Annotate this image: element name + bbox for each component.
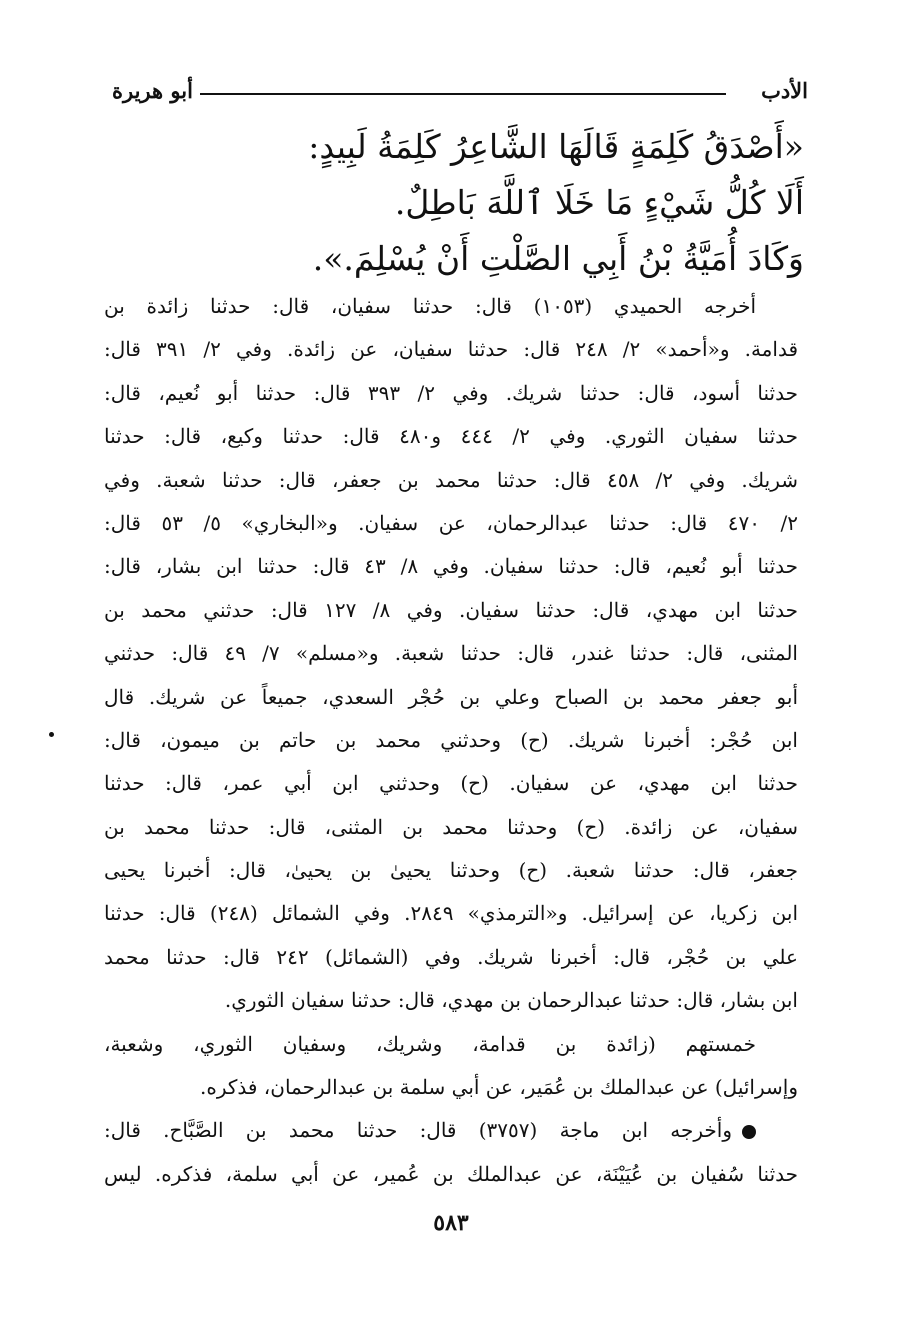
hadith-line-3: وَكَادَ أُمَيَّةُ بْنُ أَبِي الصَّلْتِ أَنْ يُسْلِمَ.». — [312, 239, 804, 278]
ibn-majah-line: حدثنا سُفيان بن عُيَيْنَة، عن عبدالملك بن عُمير، عن أبي سلمة، فذكره. ليس — [104, 1161, 798, 1186]
running-header — [112, 78, 808, 112]
commentary-line: علي بن حُجْر، قال: أخبرنا شريك. وفي (الشمائل) ٢٤٢ قال: حدثنا محمد — [104, 944, 798, 969]
hadith-line-1: «أَصْدَقُ كَلِمَةٍ قَالَهَا الشَّاعِرُ كَلِمَةُ لَبِيدٍ: — [308, 127, 804, 166]
commentary-line: ابن زكريا، عن إسرائيل. و«الترمذي» ٢٨٤٩. وفي الشمائل (٢٤٨) قال: حدثنا — [104, 901, 799, 926]
summary-line: وإسرائيل) عن عبدالملك بن عُمَير، عن أبي سلمة بن عبدالرحمان، فذكره. — [200, 1075, 798, 1100]
ibn-majah-line — [104, 1109, 798, 1152]
commentary-line: أبو جعفر محمد بن الصباح وعلي بن حُجْر السعدي، جميعاً عن شريك. قال — [104, 684, 798, 709]
commentary-line: حدثنا ابن مهدي، قال: حدثنا سفيان. وفي ٨/ ١٢٧ قال: حدثني محمد بن — [104, 597, 798, 622]
commentary-line: حدثنا سفيان الثوري. وفي ٢/ ٤٤٤ و٤٨٠ قال: حدثنا وكيع، قال: حدثنا — [104, 424, 798, 449]
bullet-icon — [742, 1125, 756, 1139]
commentary-line: المثنى، قال: حدثنا غندر، قال: حدثنا شعبة. و«مسلم» ٧/ ٤٩ قال: حدثني — [104, 641, 798, 666]
commentary-line: ابن حُجْر: أخبرنا شريك. (ح) وحدثني محمد بن حاتم بن ميمون، قال: — [104, 727, 798, 752]
commentary-line: شريك. وفي ٢/ ٤٥٨ قال: حدثنا محمد بن جعفر، قال: حدثنا شعبة. وفي — [104, 467, 798, 492]
commentary-line: ٢/ ٤٧٠ قال: حدثنا عبدالرحمان، عن سفيان. و«البخاري» ٥/ ٥٣ قال: — [104, 510, 798, 535]
commentary-line: حدثنا أبو نُعيم، قال: حدثنا سفيان. وفي ٨/ ٤٣ قال: حدثنا ابن بشار، قال: — [104, 554, 798, 579]
ibn-majah-text: وأخرجه ابن ماجة (٣٧٥٧) قال: حدثنا محمد بن الصَّبَّاح. قال: — [104, 1118, 732, 1143]
commentary-line: أخرجه الحميدي (١٠٥٣) قال: حدثنا سفيان، قال: حدثنا زائدة بن — [104, 294, 756, 318]
commentary-line: حدثنا ابن مهدي، عن سفيان. (ح) وحدثني ابن أبي عمر، قال: حدثنا — [104, 771, 798, 796]
summary-line: خمستهم (زائدة بن قدامة، وشريك، وسفيان الثوري، وشعبة، — [104, 1031, 756, 1056]
commentary-line: حدثنا أسود، قال: حدثنا شريك. وفي ٢/ ٣٩٣ قال: حدثنا أبو نُعيم، قال: — [104, 380, 798, 405]
chapter-title: الأدب — [761, 78, 808, 103]
header-rule — [200, 93, 726, 95]
commentary-body — [104, 285, 798, 1196]
commentary-line: جعفر، قال: حدثنا شعبة. (ح) وحدثنا يحيىٰ بن يحيىٰ، قال: أخبرنا يحيى — [104, 858, 798, 883]
page-number: ٥٨٣ — [433, 1210, 469, 1236]
commentary-line: قدامة. و«أحمد» ٢/ ٢٤٨ قال: حدثنا سفيان، عن زائدة. وفي ٢/ ٣٩١ قال: — [104, 337, 798, 362]
narrator-name: أبو هريرة — [112, 78, 193, 103]
commentary-line: ابن بشار، قال: حدثنا عبدالرحمان بن مهدي، قال: حدثنا سفيان الثوري. — [224, 988, 798, 1013]
scan-speck — [49, 732, 54, 737]
commentary-line: سفيان، عن زائدة. (ح) وحدثنا محمد بن المثنى، قال: حدثنا محمد بن — [104, 814, 798, 839]
hadith-line-2: أَلَا كُلُّ شَيْءٍ مَا خَلَا ٱللَّهَ بَاطِلٌ. — [394, 183, 804, 222]
